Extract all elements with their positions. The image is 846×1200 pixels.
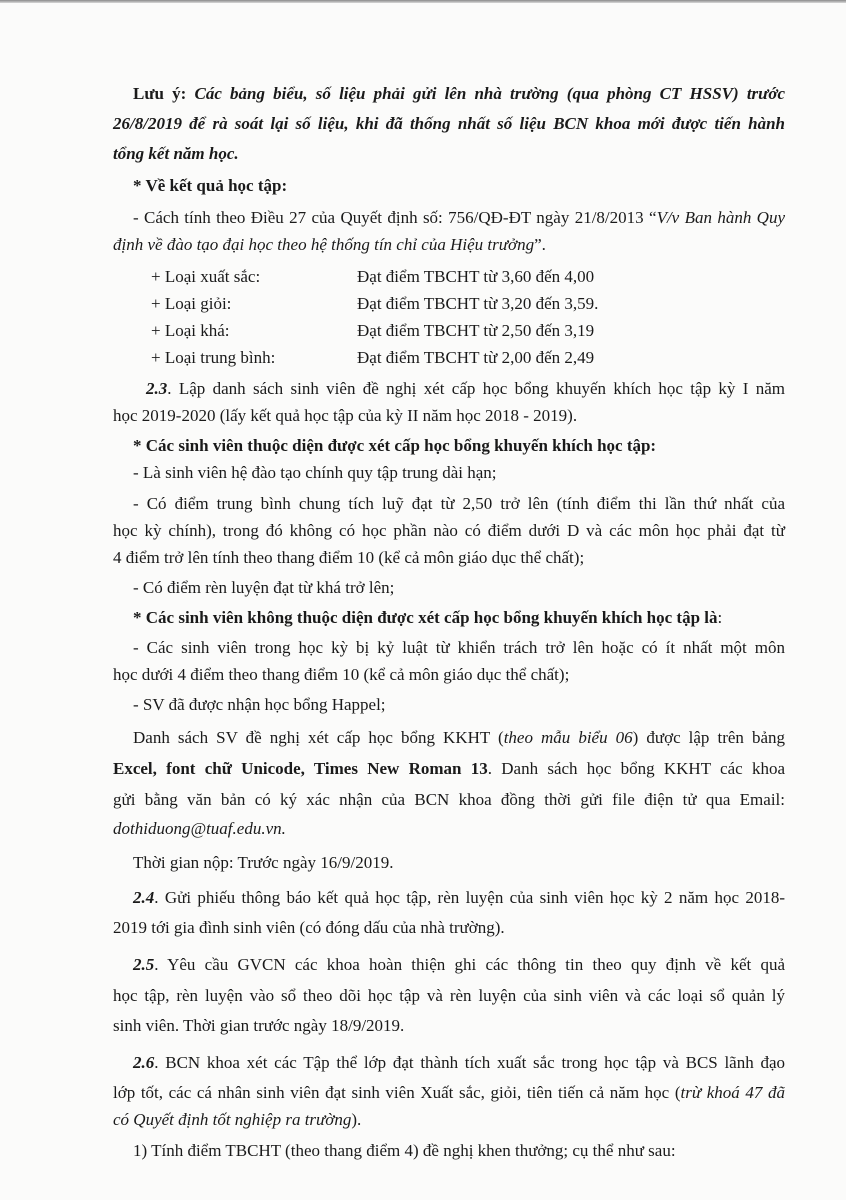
grade-row: + Loại giỏi: Đạt điểm TBCHT từ 3,20 đến 3,59.: [151, 294, 599, 313]
s24-line-2: 2019 tới gia đình sinh viên (có đóng dấu của nhà trường).: [113, 918, 505, 937]
deadline-text: Thời gian nộp: Trước ngày 16/9/2019.: [133, 853, 394, 872]
grade-row: + Loại khá: Đạt điểm TBCHT từ 2,50 đến 3,19: [151, 321, 595, 340]
list-line-2: Excel, font chữ Unicode, Times New Roman 13. Danh sách học bổng KKHT các khoa: [113, 759, 785, 778]
grade-row: + Loại xuất sắc: Đạt điểm TBCHT từ 3,60 đến 4,00: [151, 267, 595, 286]
s26-line-3: có Quyết định tốt nghiệp ra trường).: [113, 1110, 362, 1129]
s23-line-2: học 2019-2020 (lấy kết quả học tập của kỳ II năm học 2018 - 2019).: [113, 406, 578, 425]
eligible-item-1: - Là sinh viên hệ đào tạo chính quy tập trung dài hạn;: [133, 463, 497, 482]
s26-item-1: 1) Tính điểm TBCHT (theo thang điểm 4) đề nghị khen thưởng; cụ thể như sau:: [133, 1141, 676, 1160]
results-line-1: - Cách tính theo Điều 27 của Quyết định số: 756/QĐ-ĐT ngày 21/8/2013 “V/v Ban hành Quy: [133, 208, 785, 227]
ineligible-item-1-line-2: học dưới 4 điểm theo thang điểm 10 (kể cả môn giáo dục thể chất);: [113, 665, 570, 684]
s26-line-1: 2.6. BCN khoa xét các Tập thể lớp đạt thành tích xuất sắc trong học tập và BCS lãnh đạo: [133, 1053, 785, 1072]
ineligible-item-2: - SV đã được nhận học bổng Happel;: [133, 695, 386, 714]
eligible-heading: * Các sinh viên thuộc diện được xét cấp học bổng khuyến khích học tập:: [133, 436, 657, 455]
document-page: [113, 80, 785, 1164]
ineligible-heading: * Các sinh viên không thuộc diện được xét cấp học bổng khuyến khích học tập là:: [133, 608, 723, 627]
note-label: Lưu ý: [133, 84, 181, 103]
results-heading: * Về kết quả học tập:: [133, 176, 288, 195]
s25-line-2: học tập, rèn luyện vào sổ theo dõi học tập và rèn luyện của sinh viên và các loại sổ quản lý: [113, 986, 785, 1005]
eligible-item-2-line-3: 4 điểm trở lên tính theo thang điểm 10 (kể cả môn giáo dục thể chất);: [113, 548, 585, 567]
s26-line-2: lớp tốt, các cá nhân sinh viên đạt sinh viên Xuất sắc, giỏi, tiên tiến cả năm học (trừ khoá 47 đã: [113, 1083, 786, 1102]
scan-edge: [0, 0, 846, 3]
s23-line-1: 2.3. Lập danh sách sinh viên đề nghị xét cấp học bổng khuyến khích học tập kỳ I năm: [146, 379, 785, 398]
note-block: [113, 80, 785, 167]
list-line-3: gửi bằng văn bản có ký xác nhận của BCN khoa đồng thời gửi file điện tử qua Email:: [113, 790, 785, 809]
ineligible-item-1-line-1: - Các sinh viên trong học kỳ bị kỷ luật từ khiển trách trở lên hoặc có ít nhất một môn: [133, 638, 785, 657]
s25-line-1: 2.5. Yêu cầu GVCN các khoa hoàn thiện ghi các thông tin theo quy định về kết quả: [133, 955, 785, 974]
s24-line-1: 2.4. Gửi phiếu thông báo kết quả học tập, rèn luyện của sinh viên học kỳ 2 năm học 2018-: [133, 888, 785, 907]
eligible-item-3: - Có điểm rèn luyện đạt từ khá trở lên;: [133, 578, 395, 597]
note-line-1: Lưu ý: Các bảng biểu, số liệu phải gửi lên nhà trường (qua phòng CT HSSV) trước: [133, 84, 786, 103]
grade-list: [113, 263, 785, 371]
list-line-1: Danh sách SV đề nghị xét cấp học bổng KKHT (theo mẫu biểu 06) được lập trên bảng: [133, 728, 786, 747]
note-line-3: tổng kết năm học.: [113, 144, 239, 163]
eligible-item-2-line-2: học kỳ chính), trong đó không có học phần nào có điểm dưới D và các môn học phải đạt từ: [113, 521, 785, 540]
results-line-2: định về đào tạo đại học theo hệ thống tín chỉ của Hiệu trưởng”.: [113, 235, 546, 254]
eligible-item-2-line-1: - Có điểm trung bình chung tích luỹ đạt từ 2,50 trở lên (tính điểm thi lần thứ nhất của: [133, 494, 785, 513]
grade-row: + Loại trung bình: Đạt điểm TBCHT từ 2,00 đến 2,49: [151, 348, 595, 367]
email-link[interactable]: dothiduong@tuaf.edu.vn.: [113, 819, 286, 838]
note-line-2: 26/8/2019 để rà soát lại số liệu, khi đã thống nhất số liệu BCN khoa mới được tiến hành: [113, 114, 785, 133]
s25-line-3: sinh viên. Thời gian trước ngày 18/9/2019.: [113, 1016, 405, 1035]
